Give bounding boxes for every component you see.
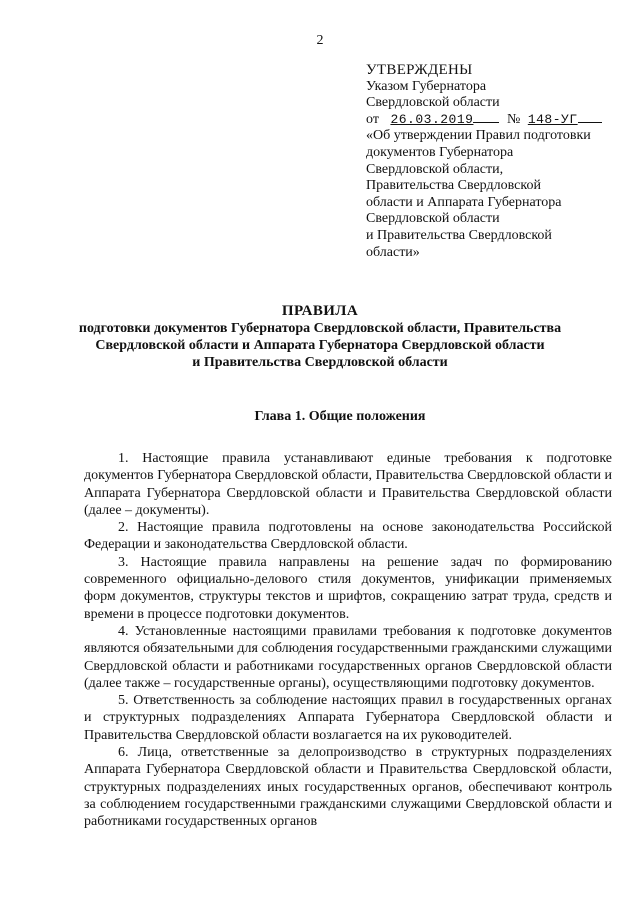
paragraph: 2. Настоящие правила подготовлены на основе законодательства Российской Федерации и законодательства Свердловской области. bbox=[84, 520, 612, 553]
chapter-heading: Глава 1. Общие положения bbox=[254, 409, 426, 424]
approval-subject-line: Свердловской области, bbox=[366, 161, 504, 177]
approval-subject-line: области и Аппарата Губернатора bbox=[366, 194, 562, 210]
date-underline bbox=[473, 112, 499, 123]
decree-number: 148-УГ bbox=[527, 111, 578, 127]
document-body bbox=[84, 450, 612, 831]
number-underline bbox=[578, 112, 602, 123]
paragraph: 3. Настоящие правила направлены на решение задач по формированию современного официально-делового стиля документов, унификации применяемых форм документов, структуры текстов и шрифтов, сокращению затрат труда, средств и времени в процессе подготовки документов. bbox=[84, 554, 612, 622]
document-title-line: Свердловской области и Аппарата Губернатора Свердловской области bbox=[95, 338, 545, 353]
paragraph: 1. Настоящие правила устанавливают единые требования к подготовке документов Губернатора Свердловской области, Правительства Свердловской области и Аппарата Губернатора Свердловской области и Правительства Свердловской области (далее – документы). bbox=[84, 451, 612, 518]
approval-title: УТВЕРЖДЕНЫ bbox=[366, 62, 473, 78]
number-prefix: № bbox=[506, 111, 521, 127]
document-title bbox=[60, 303, 580, 371]
approval-stamp-block bbox=[366, 62, 616, 261]
document-title-main: ПРАВИЛА bbox=[281, 303, 359, 319]
approval-date-line bbox=[366, 112, 616, 129]
paragraph: 6. Лица, ответственные за делопроизводство в структурных подразделениях Аппарата Губернатора Свердловской области и Правительства Свердловской области, структурных подразделениях иных государственных органов, обеспечивают контроль за соблюдением государственными гражданскими служащими Свердловской области и работниками государственных органов bbox=[84, 745, 612, 830]
approval-subject-line: и Правительства Свердловской bbox=[366, 227, 552, 243]
document-title-line: подготовки документов Губернатора Свердловской области, Правительства bbox=[78, 321, 562, 336]
paragraph: 4. Установленные настоящими правилами требования к подготовке документов являются обязательными для соблюдения государственными гражданскими служащими Свердловской области и работниками государственных органов Свердловской области (далее также – государственные органы), осуществляющими подготовку документов. bbox=[84, 623, 612, 691]
date-prefix: от bbox=[366, 111, 379, 127]
approval-decree-line: Указом Губернатора bbox=[366, 78, 487, 94]
approval-region-line: Свердловской области bbox=[366, 95, 500, 111]
paragraph: 5. Ответственность за соблюдение настоящих правил в государственных органах и структурных подразделениях Аппарата Губернатора Свердловской области и Правительства Свердловской области возлагается на их руководителей. bbox=[84, 693, 612, 743]
approval-subject-line: Свердловской области bbox=[366, 211, 500, 227]
approval-subject-line: документов Губернатора bbox=[366, 144, 514, 160]
document-title-line: и Правительства Свердловской области bbox=[192, 355, 448, 370]
decree-date: 26.03.2019 bbox=[390, 111, 474, 127]
approval-subject-line: «Об утверждении Правил подготовки bbox=[366, 128, 591, 144]
approval-subject-line: Правительства Свердловской bbox=[366, 178, 541, 194]
approval-subject-line: области» bbox=[366, 244, 420, 260]
page-number: 2 bbox=[316, 33, 324, 48]
